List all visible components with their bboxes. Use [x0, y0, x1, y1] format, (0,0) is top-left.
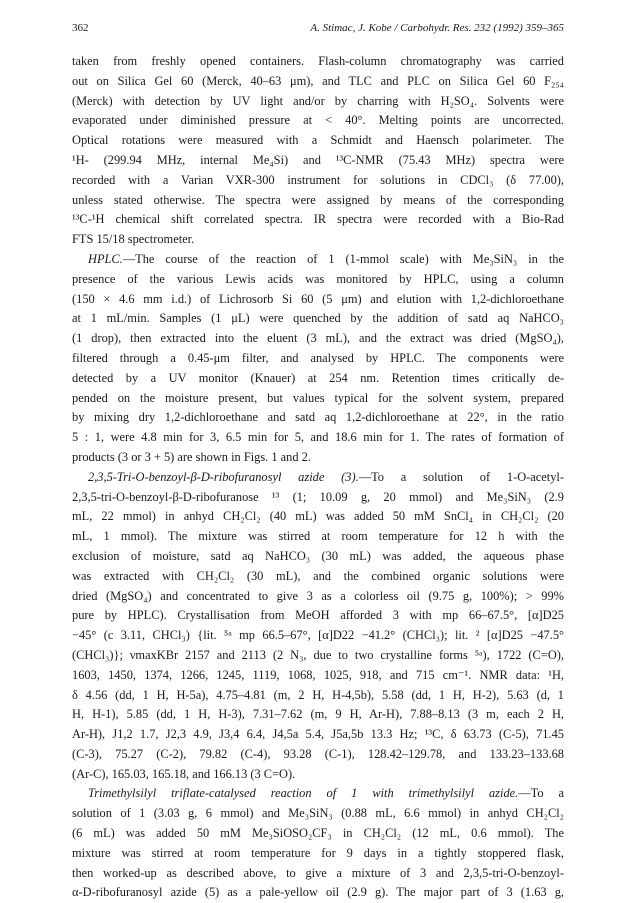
paragraph-tms-triflate-reaction — [72, 784, 564, 903]
text-line: Ar-H), J1,2 1.7, J2,3 4.9, J3,4 6.4, J4,5a 5.4, J5a,5b 13.3 Hz; ¹³C, δ 63.73 (C-5), 71.45 — [72, 727, 564, 742]
text-line: recorded with a Varian VXR-300 instrument for solutions in CDCl₃ (δ 77.00), — [72, 172, 564, 187]
text-line: was extracted with CH₂Cl₂ (30 mL), and the combined organic solutions were — [72, 568, 564, 583]
text-line: by mixing dry 1,2-dichloroethane and satd aq 1,2-dichloroethane at 22°, in the ratio — [72, 410, 564, 425]
text-line — [72, 784, 564, 804]
text-run: —The course of the reaction of 1 (1-mmol scale) with Me₃SiN₃ in the — [122, 251, 564, 266]
text-line: (Ar-C), 165.03, 165.18, and 166.13 (3 C=O). — [72, 766, 296, 781]
text-run: —To a — [518, 786, 564, 801]
section-heading: HPLC. — [88, 251, 123, 266]
text-line: 2,3,5-tri-O-benzoyl-β-D-ribofuranose ¹³ (1; 10.09 g, 20 mmol) and Me₃SiN₃ (2.9 — [72, 489, 564, 504]
text-line: (1 drop), then extracted into the eluent (3 mL), and the extract was dried (MgSO₄), — [72, 331, 564, 346]
section-heading: Trimethylsilyl triflate-catalysed reaction of 1 with trimethylsilyl azide. — [88, 786, 519, 801]
text-line: 1603, 1450, 1374, 1266, 1245, 1119, 1068, 1025, 918, and 715 cm⁻¹. NMR data: ¹H, — [72, 667, 564, 682]
text-line: δ 4.56 (dd, 1 H, H-5a), 4.75–4.81 (m, 2 H, H-4,5b), 5.58 (dd, 1 H, H-2), 5.63 (d, 1 — [72, 687, 564, 702]
article-body — [72, 52, 564, 903]
text-line: FTS 15/18 spectrometer. — [72, 232, 195, 247]
text-line: then worked-up as described above, to give a mixture of 3 and 2,3,5-tri-O-benzoyl- — [72, 865, 564, 880]
text-line: Optical rotations were measured with a Schmidt and Haensch polarimeter. The — [72, 133, 564, 148]
text-line: α-D-ribofuranosyl azide (5) as a pale-yellow oil (2.9 g). The major part of 3 (1.63 g, — [72, 885, 564, 900]
text-line: detected by a UV monitor (Knauer) at 254 nm. Retention times critically de- — [72, 370, 564, 385]
text-line: (150 × 4.6 mm i.d.) of Lichrosorb Si 60 (5 μm) and elution with 1,2-dichloroethane — [72, 291, 564, 306]
text-line: dried (MgSO₄) and concentrated to give 3 as a colorless oil (9.75 g, 100%); > 99% — [72, 588, 564, 603]
page-number: 362 — [72, 22, 89, 34]
text-line: filtered through a 0.45-μm filter, and analysed by HPLC. The components were — [72, 350, 564, 365]
text-line: pure by HPLC). Crystallisation from MeOH afforded 3 with mp 66–67.5°, [α]D25 — [72, 608, 564, 623]
text-line: ¹³C-¹H chemical shift correlated spectra. IR spectra were recorded with a Bio-Rad — [72, 212, 564, 227]
text-line: (CHCl₃)}; νmaxKBr 2157 and 2113 (2 N₃, due to two crystalline forms ⁵ᵃ), 1722 (C=O), — [72, 647, 564, 662]
text-line: at 1 mL/min. Samples (1 μL) were quenched by the addition of satd aq NaHCO₃ — [72, 311, 564, 326]
text-line: ¹H- (299.94 MHz, internal Me₄Si) and ¹³C-NMR (75.43 MHz) spectra were — [72, 152, 564, 167]
text-line: evaporated under diminished pressure at < 40°. Melting points are uncorrected. — [72, 113, 564, 128]
text-line: out on Silica Gel 60 (Merck, 40–63 μm), and TLC and PLC on Silica Gel 60 F₂₅₄ — [72, 73, 564, 88]
running-head: A. Stimac, J. Kobe / Carbohydr. Res. 232 (1992) 359–365 — [310, 22, 564, 34]
text-line: (6 mL) was added 50 mM Me₃SiOSO₂CF₃ in CH₂Cl₂ (12 mL, 0.6 mmol). The — [72, 826, 564, 841]
text-line: H, H-1), 5.85 (dd, 1 H, H-3), 7.31–7.62 (m, 9 H, Ar-H), 7.88–8.13 (3 m, each 2 H, — [72, 707, 564, 722]
text-run: —To a solution of 1-O-acetyl- — [358, 469, 564, 484]
text-line: unless stated otherwise. The spectra were assigned by means of the corresponding — [72, 192, 564, 207]
text-line: products (3 or 3 + 5) are shown in Figs. 1 and 2. — [72, 449, 311, 464]
text-line: 5 : 1, were 4.8 min for 3, 6.5 min for 5, and 18.6 min for 1. The rates of formation of — [72, 430, 564, 445]
text-line: taken from freshly opened containers. Flash-column chromatography was carried — [72, 54, 564, 68]
text-line: mixture was stirred at room temperature for 9 days in a tightly stoppered flask, — [72, 845, 564, 860]
text-line: (Merck) with detection by UV light and/or by charring with H₂SO₄. Solvents were — [72, 93, 564, 108]
text-line — [72, 250, 564, 270]
text-line: mL, 1 mmol). The mixture was stirred at room temperature for 12 h with the — [72, 529, 564, 544]
section-heading: 2,3,5-Tri-O-benzoyl-β-D-ribofuranosyl azide (3). — [88, 469, 359, 484]
text-line: solution of 1 (3.03 g, 6 mmol) and Me₃SiN₃ (0.88 mL, 6.6 mmol) in anhyd CH₂Cl₂ — [72, 806, 564, 821]
text-line — [72, 468, 564, 488]
text-line: exclusion of moisture, satd aq NaHCO₃ (30 mL) was added, the aqueous phase — [72, 548, 564, 563]
paragraph-hplc — [72, 250, 564, 468]
text-line: pended on the moisture present, but values typical for the solvent system, prepared — [72, 390, 564, 405]
text-line: presence of the various Lewis acids was monitored by HPLC, using a column — [72, 271, 564, 286]
paragraph-general-methods — [72, 52, 564, 250]
page-header — [72, 22, 564, 38]
paragraph-compound-3 — [72, 468, 564, 785]
text-line: −45° (c 3.11, CHCl₃) {lit. ⁵ᵃ mp 66.5–67°, [α]D22 −41.2° (CHCl₃); lit. ² [α]D25 −47.5° — [72, 628, 564, 643]
text-line: (C-3), 75.27 (C-2), 79.82 (C-4), 93.28 (C-1), 128.42–129.78, and 133.23–133.68 — [72, 746, 564, 761]
text-line: mL, 22 mmol) in anhyd CH₂Cl₂ (40 mL) was added 50 mM SnCl₄ in CH₂Cl₂ (20 — [72, 509, 564, 524]
